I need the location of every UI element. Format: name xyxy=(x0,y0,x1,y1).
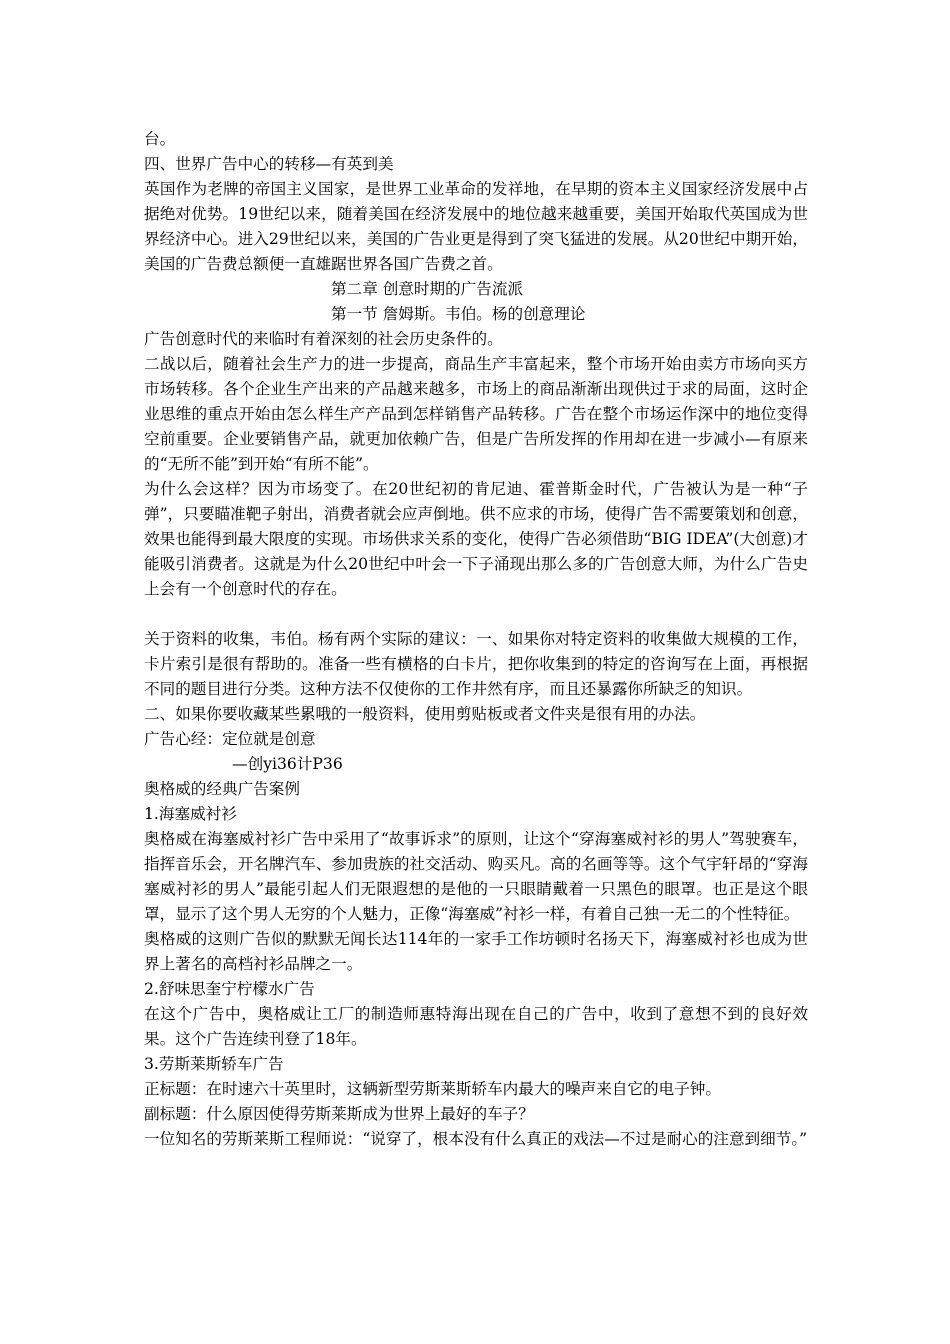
chapter-title: 第二章 创意时期的广告流派 xyxy=(331,280,524,298)
case-2-title: 2.舒味思奎宁柠檬水广告 xyxy=(144,980,315,998)
case-3-quote: 一位知名的劳斯莱斯工程师说：“说穿了，根本没有什么真正的戏法—不过是耐心的注意到细节。” xyxy=(144,1130,808,1148)
cases-heading: 奥格威的经典广告案例 xyxy=(144,780,300,798)
paragraph-why: 为什么会这样？因为市场变了。在20世纪初的肯尼迪、霍普斯金时代，广告被认为是一种“子弹”，只要瞄准靶子射出，消费者就会应声倒地。供不应求的市场，使得广告不需要策划和创意，效果也能得到最大限度的实现。市场供求关系的变化，使得广告必须借助“BIG IDEA”(大创意)才能吸引消费者。这就是为什么20世纪中叶会一下子涌现出那么多的广告创意大师，为什么广告史上会有一个创意时代的存在。 xyxy=(144,480,808,598)
case-3-headline: 正标题：在时速六十英里时，这辆新型劳斯莱斯轿车内最大的噪声来自它的电子钟。 xyxy=(144,1080,721,1098)
paragraph-collection: 关于资料的收集，韦伯。杨有两个实际的建议：一、如果你对特定资料的收集做大规模的工作，卡片索引是很有帮助的。准备一些有横格的白卡片，把你收集到的特定的咨询写在上面，再根据不同的题目进行分类。这种方法不仅使你的工作井然有序，而且还暴露你所缺乏的知识。 xyxy=(144,630,808,698)
case-3-title: 3.劳斯莱斯轿车广告 xyxy=(144,1055,284,1073)
section-heading-4: 四、世界广告中心的转移—有英到美 xyxy=(144,155,394,173)
paragraph-postwar: 二战以后，随着社会生产力的进一步提高，商品生产丰富起来，整个市场开始由卖方市场向买方市场转移。各个企业生产出来的产品越来越多，市场上的商品渐渐出现供过于求的局面，这时企业思维的重点开始由怎么样生产产品到怎样销售产品转移。广告在整个市场运作深中的地位变得空前重要。企业要销售产品，就更加依赖广告，但是广告所发挥的作用却在进一步减小—有原来的“无所不能”到开始“有所不能”。 xyxy=(144,355,808,473)
section-title: 第一节 詹姆斯。韦伯。杨的创意理论 xyxy=(331,305,586,323)
paragraph-suggestion-2: 二、如果你要收藏某些累哦的一般资料，使用剪贴板或者文件夹是很有用的办法。 xyxy=(144,705,706,723)
quote-line: 广告心经：定位就是创意 xyxy=(144,730,316,748)
case-1-title: 1.海塞威衬衫 xyxy=(144,805,237,823)
case-1-body: 奥格威在海塞威衬衫广告中采用了“故事诉求”的原则，让这个“穿海塞威衬衫的男人”驾驶赛车，指挥音乐会，开名牌汽车、参加贵族的社交活动、购买凡。高的名画等等。这个气宇轩昂的“穿海塞威衬衫的男人”最能引起人们无限遐想的是他的一只眼睛戴着一只黑色的眼罩。也正是这个眼罩，显示了这个男人无穷的个人魅力，正像“海塞威”衬衫一样，有着自己独一无二的个性特征。 xyxy=(144,830,808,923)
paragraph-continuation: 台。 xyxy=(144,130,176,148)
blank-line xyxy=(144,602,808,627)
case-2-body: 在这个广告中，奥格威让工厂的制造师惠特海出现在自己的广告中，收到了意想不到的良好效果。这个广告连续刊登了18年。 xyxy=(144,1005,808,1048)
case-1-result: 奥格威的这则广告似的默默无闻长达114年的一家手工作坊顿时名扬天下，海塞威衬衫也成为世界上著名的高档衬衫品牌之一。 xyxy=(144,930,808,973)
case-3-subheadline: 副标题：什么原因使得劳斯莱斯成为世界上最好的车子？ xyxy=(144,1105,534,1123)
paragraph-intro: 广告创意时代的来临时有着深刻的社会历史条件的。 xyxy=(144,330,503,348)
paragraph-britain-usa: 英国作为老牌的帝国主义国家，是世界工业革命的发祥地，在早期的资本主义国家经济发展中占据绝对优势。19世纪以来，随着美国在经济发展中的地位越来越重要，美国开始取代英国成为世界经济中心。进入29世纪以来，美国的广告业更是得到了突飞猛进的发展。从20世纪中期开始，美国的广告费总额便一直雄踞世界各国广告费之首。 xyxy=(144,180,808,273)
document-body xyxy=(144,127,808,1152)
quote-source: —创yi36计P36 xyxy=(232,755,343,773)
